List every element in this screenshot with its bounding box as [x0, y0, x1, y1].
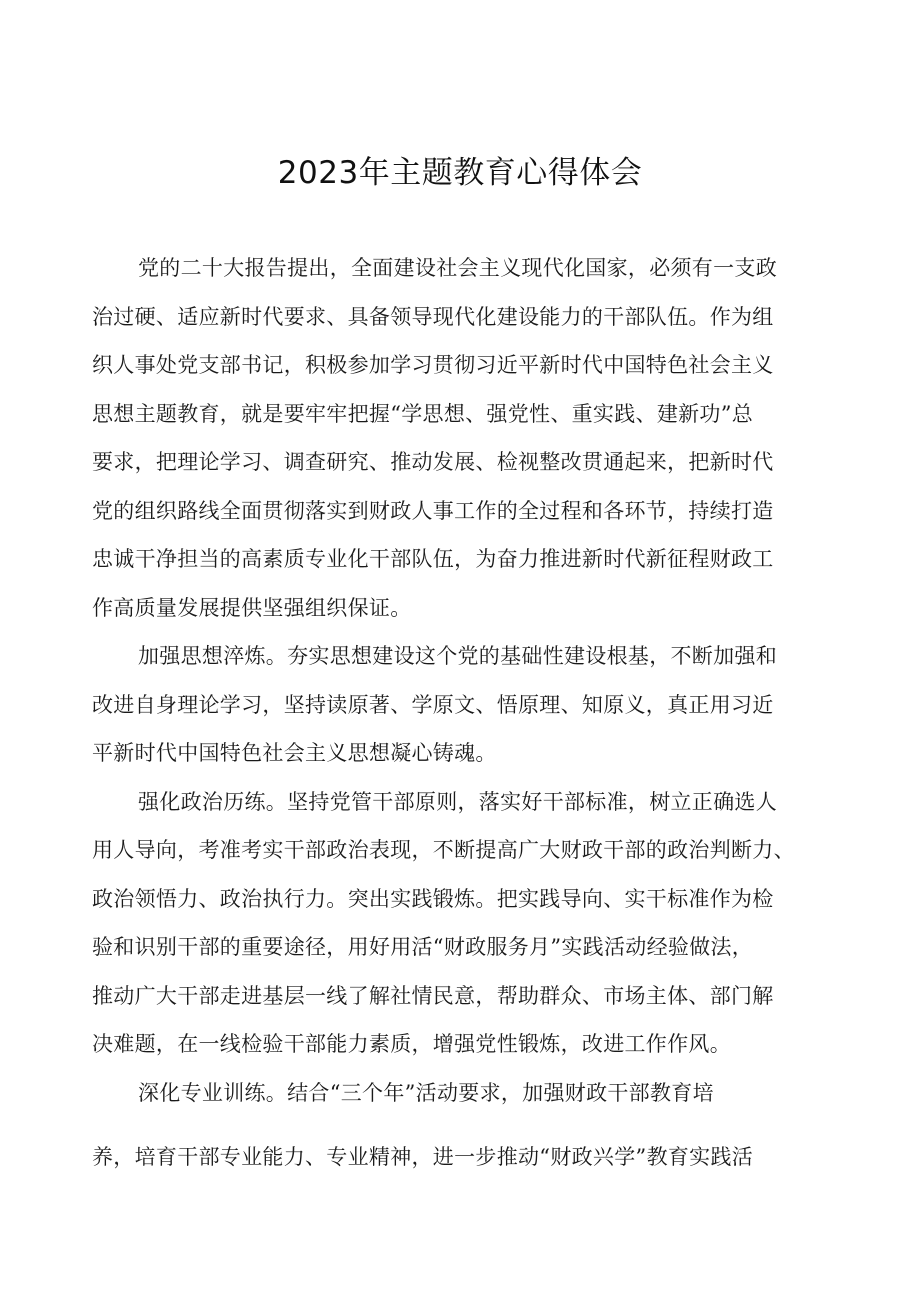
document-title: 2023年主题教育心得体会 — [277, 155, 643, 191]
paragraph-line: 验和识别干部的重要途径，用好用活“财政服务月”实践活动经验做法， — [92, 935, 754, 959]
paragraph-line: 党的组织路线全面贯彻落实到财政人事工作的全过程和各环节，持续打造 — [92, 498, 774, 523]
document-body — [92, 244, 832, 1182]
paragraph-line: 织人事处党支部书记，积极参加学习贯彻习近平新时代中国特色社会主义 — [92, 353, 774, 377]
paragraph-line: 强化政治历练。坚持党管干部原则，落实好干部标准，树立正确选人 — [138, 789, 777, 814]
paragraph-line: 要求，把理论学习、调查研究、推动发展、检视整改贯通起来，把新时代 — [92, 450, 774, 474]
paragraph-line: 思想主题教育，就是要牢牢把握“学思想、强党性、重实践、建新功”总 — [92, 401, 754, 426]
paragraph-line: 决难题，在一线检验干部能力素质，增强党性锻炼，改进工作作风。 — [92, 1032, 731, 1056]
paragraph-line: 深化专业训练。结合“三个年”活动要求，加强财政干部教育培 — [138, 1080, 714, 1105]
paragraph-line: 平新时代中国特色社会主义思想凝心铸魂。 — [92, 741, 497, 765]
paragraph-line: 作高质量发展提供坚强组织保证。 — [92, 595, 412, 620]
paragraph-line: 治过硬、适应新时代要求、具备领导现代化建设能力的干部队伍。作为组 — [92, 304, 774, 329]
paragraph-line: 忠诚干净担当的高素质专业化干部队伍，为奋力推进新时代新征程财政工 — [92, 547, 774, 571]
paragraph-line: 改进自身理论学习，坚持读原著、学原文、悟原理、知原义，真正用习近 — [92, 692, 774, 717]
paragraph-line: 用人导向，考准考实干部政治表现，不断提高广大财政干部的政治判断力、 — [92, 838, 795, 862]
paragraph-line: 党的二十大报告提出，全面建设社会主义现代化国家，必须有一支政 — [138, 256, 777, 280]
paragraph-line: 政治领悟力、政治执行力。突出实践锻炼。把实践导向、实干标准作为检 — [92, 886, 774, 911]
paragraph-line: 推动广大干部走进基层一线了解社情民意，帮助群众、市场主体、部门解 — [92, 983, 774, 1008]
paragraph-line: 加强思想淬炼。夯实思想建设这个党的基础性建设根基，不断加强和 — [138, 644, 777, 668]
paragraph-line: 养，培育干部专业能力、专业精神，进一步推动“财政兴学”教育实践活 — [92, 1145, 754, 1169]
